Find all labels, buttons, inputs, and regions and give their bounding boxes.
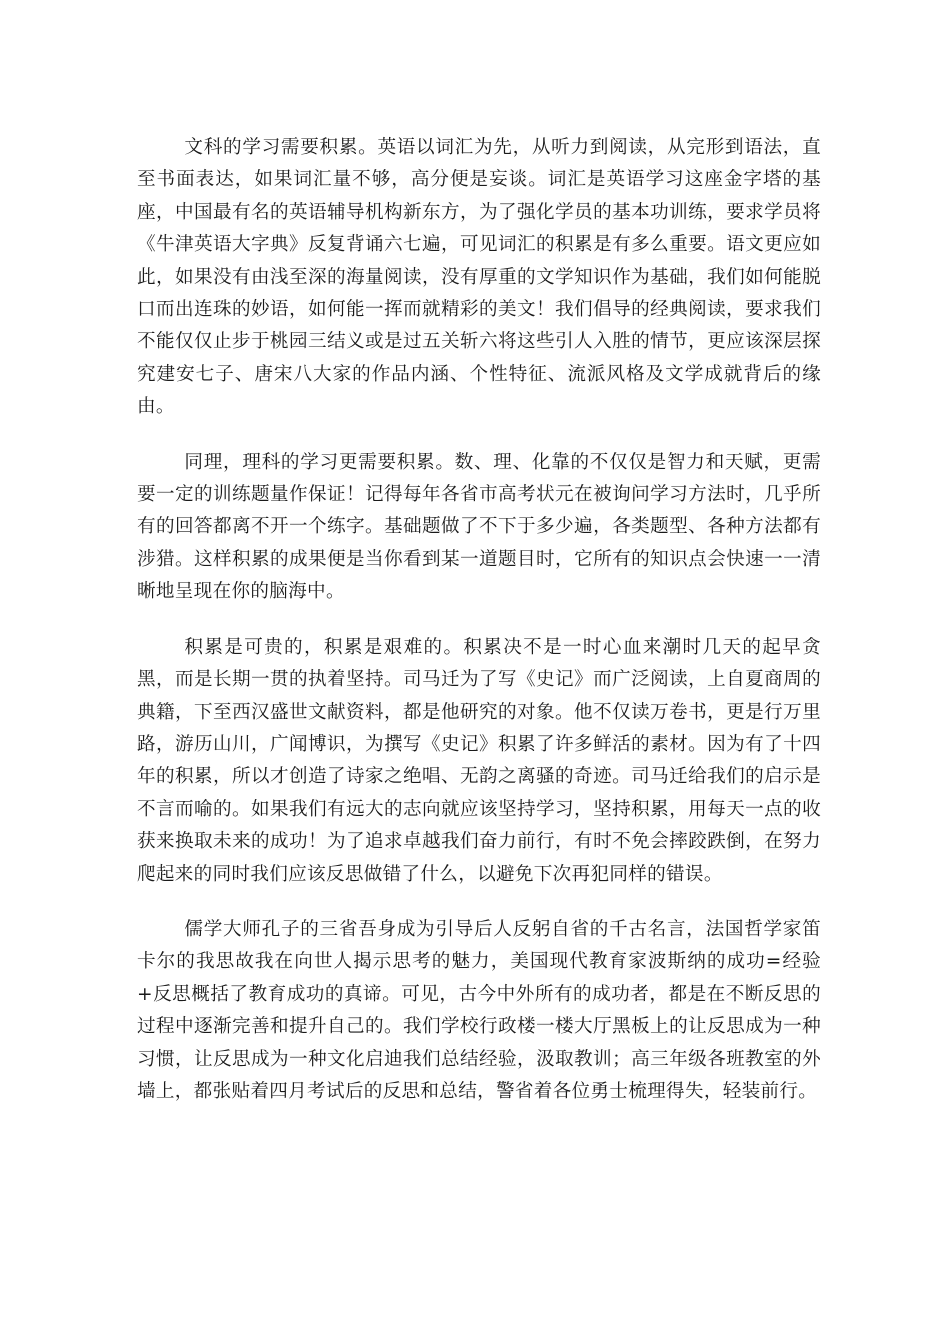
paragraph-2: 同理，理科的学习更需要积累。数、理、化靠的不仅仅是智力和天赋，更需要一定的训练题量作保证！记得每年各省市高考状元在被询问学习方法时，几乎所有的回答都离不开一个练字。基础题做了不下于多少遍，各类题型、各种方法都有涉猎。这样积累的成果便是当你看到某一道题目时，它所有的知识点会快速一一清晰地呈现在你的脑海中。 [137,451,821,603]
document-body [137,132,821,1108]
paragraph-1: 文科的学习需要积累。英语以词汇为先，从听力到阅读，从完形到语法，直至书面表达，如果词汇量不够，高分便是妄谈。词汇是英语学习这座金字塔的基座，中国最有名的英语辅导机构新东方，为了强化学员的基本功训练，要求学员将《牛津英语大字典》反复背诵六七遍，可见词汇的积累是有多么重要。语文更应如此，如果没有由浅至深的海量阅读，没有厚重的文学知识作为基础，我们如何能脱口而出连珠的妙语，如何能一挥而就精彩的美文！我们倡导的经典阅读，要求我们不能仅仅止步于桃园三结义或是过五关斩六将这些引人入胜的情节，更应该深层探究建安七子、唐宋八大家的作品内涵、个性特征、流派风格及文学成就背后的缘由。 [137,137,821,418]
paragraph-3: 积累是可贵的，积累是艰难的。积累决不是一时心血来潮时几天的起早贪黑，而是长期一贯的执着坚持。司马迁为了写《史记》而广泛阅读，上自夏商周的典籍，下至西汉盛世文献资料，都是他研究的对象。他不仅读万卷书，更是行万里路，游历山川，广闻博识，为撰写《史记》积累了许多鲜活的素材。因为有了十四年的积累，所以才创造了诗家之绝唱、无韵之离骚的奇迹。司马迁给我们的启示是不言而喻的。如果我们有远大的志向就应该坚持学习，坚持积累，用每天一点的收获来换取未来的成功！为了追求卓越我们奋力前行，有时不免会摔跤跌倒，在努力爬起来的同时我们应该反思做错了什么，以避免下次再犯同样的错误。 [137,636,821,885]
paragraph-4: 儒学大师孔子的三省吾身成为引导后人反躬自省的千古名言，法国哲学家笛卡尔的我思故我在向世人揭示思考的魅力，美国现代教育家波斯纳的成功=经验+反思概括了教育成功的真谛。可见，古今中外所有的成功者，都是在不断反思的过程中逐渐完善和提升自己的。我们学校行政楼一楼大厅黑板上的让反思成为一种习惯，让反思成为一种文化启迪我们总结经验，汲取教训；高三年级各班教室的外墙上，都张贴着四月考试后的反思和总结，警省着各位勇士梳理得失，轻装前行。 [137,918,821,1102]
